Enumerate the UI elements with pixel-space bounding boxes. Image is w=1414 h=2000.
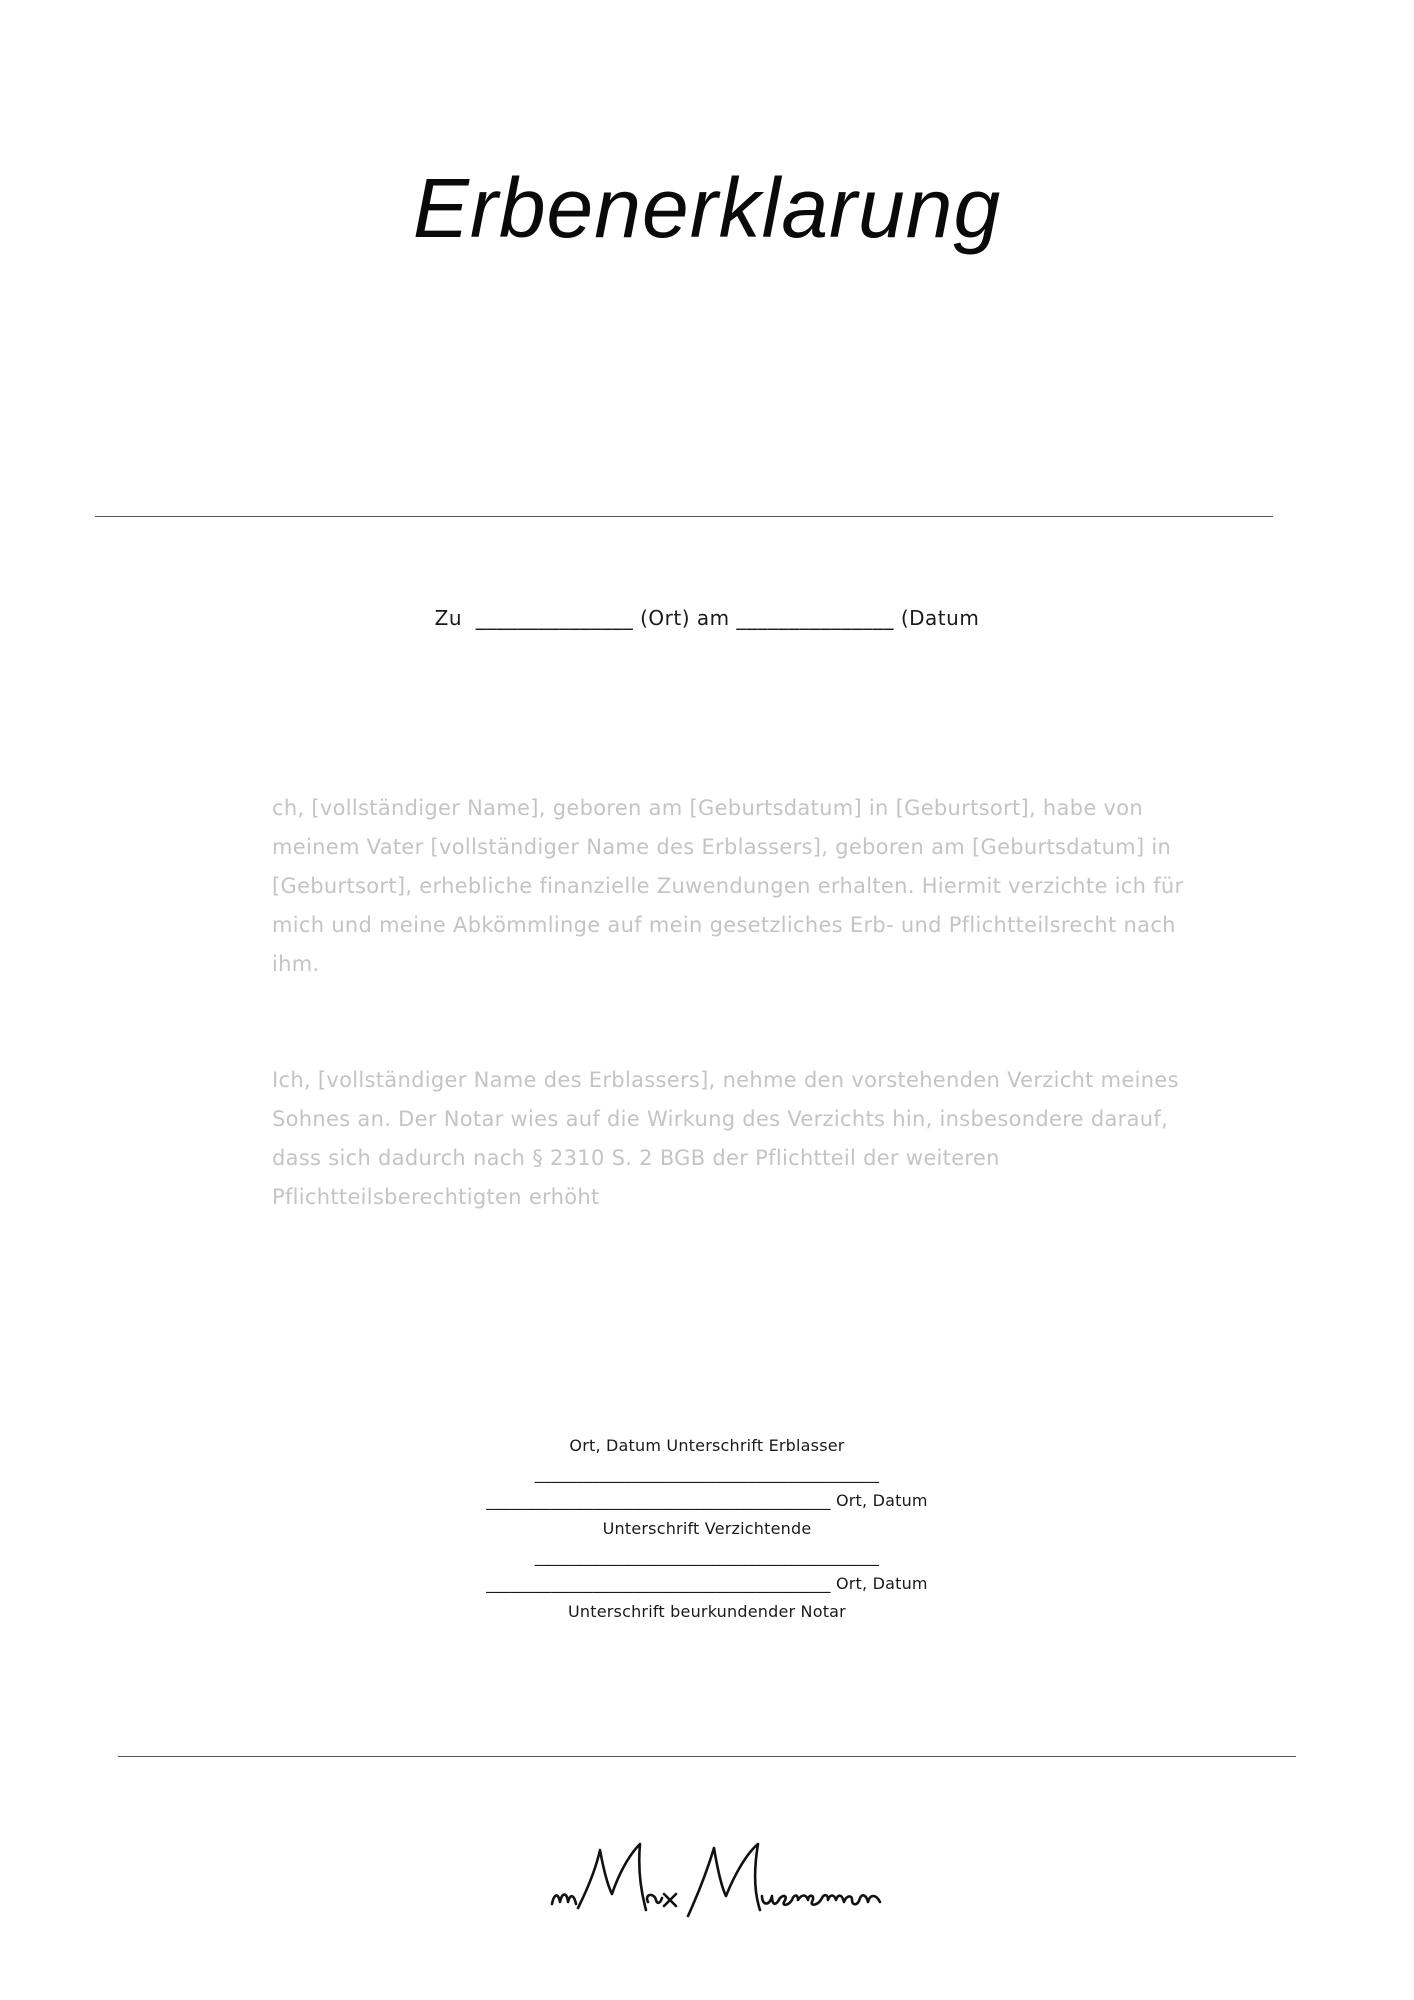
signature-line: __________________________________________ [534, 1547, 880, 1566]
acceptance-paragraph: Ich, [vollständiger Name des Erblassers], nehme den vorstehenden Verzicht meines Sohnes an. Der Notar wies auf die Wirkung des Verzichts hin, insbesondere darauf, dass sich dadurch nach § 2310 S. 2 BGB der Pflichtteil der weiteren Pflichtteilsberechtigten erhöht [272, 1068, 1179, 1209]
place-date-line: Zu _______________ (Ort) am _______________ (Datum [434, 606, 980, 630]
document-title: Erbenerklarung [412, 161, 1002, 255]
signature-label-notar: Unterschrift beurkundender Notar [568, 1602, 846, 1621]
signature-line-place-date: __________________________________________ Ort, Datum [486, 1574, 928, 1593]
top-divider [95, 516, 1273, 517]
declaration-paragraph: ch, [vollständiger Name], geboren am [Geburtsdatum] in [Geburtsort], habe von meinem Vater [vollständiger Name des Erblassers], geboren am [Geburtsdatum] in [Geburtsort], erhebliche finanzielle Zuwendungen erhalten. Hiermit verzichte ich für mich und meine Abkömmlinge auf mein gesetzliches Erb- und Pflichtteilsrecht nach ihm. [272, 796, 1184, 976]
handwritten-signature [548, 1836, 908, 1926]
signature-line: __________________________________________ [534, 1464, 880, 1483]
signature-label-verzichtende: Unterschrift Verzichtende [602, 1519, 812, 1538]
signature-label-erblasser: Ort, Datum Unterschrift Erblasser [569, 1436, 845, 1455]
bottom-divider [118, 1756, 1296, 1757]
signature-line-place-date: __________________________________________ Ort, Datum [486, 1491, 928, 1510]
